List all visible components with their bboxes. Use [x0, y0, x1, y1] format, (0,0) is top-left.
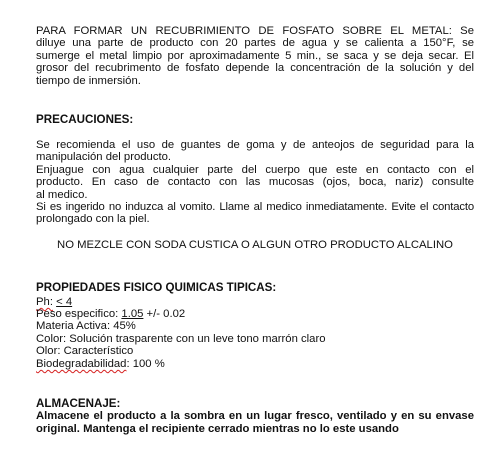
- materia-row: Materia Activa: 45%: [36, 320, 136, 332]
- precaucion-line: Se recomienda el uso de guantes de goma y de anteojos de seguridad para la: [36, 139, 474, 151]
- bio-label: Biodegradabilidad: [36, 358, 127, 370]
- olor-row: Olor: Característico: [36, 345, 134, 357]
- peso-label: Peso especifico:: [36, 308, 122, 320]
- propiedades-heading: PROPIEDADES FISICO QUIMICAS TIPICAS:: [36, 281, 277, 294]
- ph-row: [36, 296, 72, 308]
- intro-line: tiempo de inmersión.: [36, 74, 141, 87]
- intro-line: sumerge el metal limpio por aproximadamente 5 min., se saca y se deja secar. El: [36, 49, 474, 62]
- almacenaje-paragraph: [36, 410, 474, 436]
- precaucion-line: producto. En caso de contacto con las mucosas (ojos, boca, nariz) consulte: [36, 176, 474, 189]
- precaucion-line: prolongado con la piel.: [36, 213, 150, 226]
- precaucion-line: manipulación del producto.: [36, 151, 172, 164]
- intro-line: diluye una parte de producto con 20 partes de agua y se calienta a 150°F, se: [36, 37, 474, 50]
- precaucion-line: Enjuague con agua cualquier parte del cuerpo que este en contacto con el: [36, 163, 474, 176]
- ph-label: Ph:: [36, 296, 53, 308]
- color-row: Color: Solución trasparente con un leve tono marrón claro: [36, 333, 326, 345]
- intro-paragraph: [36, 25, 474, 87]
- bio-value: : 100 %: [126, 358, 165, 370]
- bio-row: [36, 358, 165, 370]
- precaucion-line: al medico.: [36, 188, 88, 201]
- peso-value: 1.05: [121, 308, 144, 320]
- intro-line: PARA FORMAR UN RECUBRIMIENTO DE FOSFATO SOBRE EL METAL: Se: [36, 25, 474, 37]
- warning-line: NO MEZCLE CON SODA CUSTICA O ALGUN OTRO PRODUCTO ALCALINO: [57, 239, 453, 251]
- intro-line: grosor del recubrimento de fosfato depende la concentración de la solución y del: [36, 62, 474, 75]
- precauciones-heading: PRECAUCIONES:: [36, 113, 134, 126]
- peso-row: [36, 308, 185, 320]
- precauciones-paragraph: [36, 139, 474, 226]
- almacenaje-line: original. Mantenga el recipiente cerrado mientras no lo este usando: [36, 423, 399, 435]
- precaucion-line: Si es ingerido no induzca al vomito. Llame al medico inmediatamente. Evite el contacto: [36, 201, 474, 214]
- almacenaje-heading: ALMACENAJE:: [36, 397, 121, 410]
- ph-value: < 4: [56, 296, 73, 308]
- peso-tolerance: +/- 0.02: [143, 308, 186, 320]
- almacenaje-line: Almacene el producto a la sombra en un lugar fresco, ventilado y en su envase: [36, 410, 474, 422]
